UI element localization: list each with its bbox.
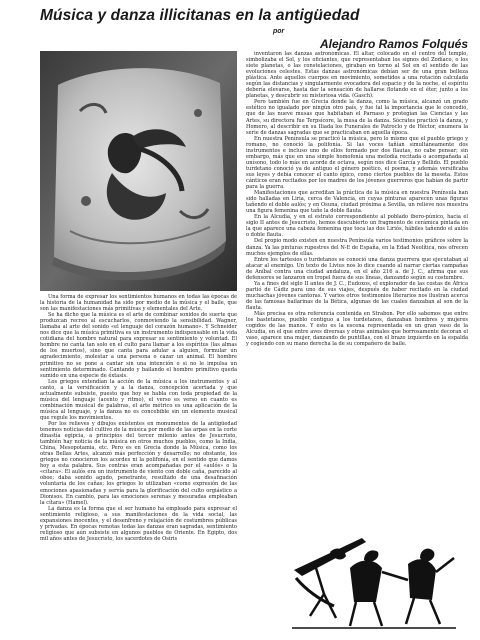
paragraph: Por los relieves y dibujos existentes en monumentos de la antigüedad tenemos noticias del cultivo de la música por medio de las arpas en la corte dinastía egipcia, a principios del tercer milenio antes de Jesucristo, también hay noticia de la música en otros muchos pueblos, como la India, China, Mesopotamia, etc. Pero es en Grecia donde la Música, como los otras Bellas Artes, alcanzó más perfección y desarrollo; no obstante, los griegos no conocieron los acordes ni la polifonía, en el sentido que damos hoy a esta palabra. Sus contras eran acompañadas por el «aulós» o la «cítara». El aulós era un instrumento de viento con doble caña, parecido al oboe; daba sonido agudo, penetrante, resultado de una desafinación voluntaria de los cañas; los griegos lo utilizaban «como expresión de las emociones apasionadas y servía para la glorificación del culto orgiástico a Dionisos. En cambio, para las emociones serenas y mesuradas empleaban la cítara» (Hamel). bbox=[40, 420, 237, 506]
paragraph: Pero también fue en Grecia donde la danza, como la música, alcanzó un grado estético no igualado por ningún otro país, y fue tal la importancia que le concedió, que de las nueve musas que habitaban el Parnaso y protegían las Ciencias y las Artes, su directora fue Terpsícore, la musa de la danza. Sócrates practicó la danza, y Homero, al describir en su Iliada los Funerales de Patroclo y de Héctor, enumera la serie de danzas sagradas que se practicaban en aquella época. bbox=[246, 99, 468, 136]
paragraph: Del propio modo existen en nuestra Península varios testimonios gráficos sobre la danza. Ya las pinturas rupestres del N-E de España, en la Edad Neolítica, nos ofrecen muchos ejemplos de ellas. bbox=[246, 238, 468, 257]
left-column-text bbox=[40, 294, 237, 638]
paragraph: Manifestaciones que acreditan la práctica de la música en nuestra Península han sido halladas en Liria, cerca de Valencia, en cuyas pinturas aparecen unas figuras tañendo el doble aulós; y en Osuna, ciudad próxima a Sevilla, un relieve nos muestra una figura femenina que tañe la doble flauta. bbox=[246, 190, 468, 215]
paragraph: En nuestra Península se practicó la música, pero lo mismo que el pueblo griego y romano, no conoció la polifonía. Si las voces tañían simultáneamente dos instrumentos e incluso uno de ellos formado por dos flautas, no cabe pensar; sin embargo, más que en una simple homofonía una melodía recitada o acompañada al unísono, todo lo más en acorde de octava, según nos dice García y Bellido. El pueblo turdetano conoció ya de antiguo el género poético, el poema, y además versificaba sus leyes y debía conocer el canto épico, como ciertos pueblos de la meseta. Estos cánticos eran recitados por los madres de los jóvenes guerreros que habían de partir para la guerra. bbox=[246, 135, 468, 191]
article-title: Música y danza illicitanas en la antigüedad bbox=[40, 7, 360, 24]
vase-painting-dancers bbox=[290, 528, 458, 630]
paragraph: Los griegos extendían la acción de la música a los instrumentos y al canto, a la versificación y a la danza, concepción acertada y que actualmente subsiste, puesto que hoy se habla con toda propiedad de la música del lenguaje (acento y ritmo), el verso es verso en cuanto es combinación musical de palabras, el arte métrico es una aplicación de la música al lenguaje, y la danza no es concebible sin un elemento musical que regule los movimientos. bbox=[40, 378, 237, 421]
paragraph: Se ha dicho que la música es el arte de combinar sonidos de suerte que produzcan recreo al escucharlos, conmoviendo la sensibilidad. Wagner, llamaba al arte del sonido «el lenguaje del corazón humano». Y Schneider nos dice que la música primitiva es un instrumento indispensable en la vida cotidiana del hombre natural para expresar su sentimiento y voluntad. El hombre no canta tan solo en el culto para llamar a los espíritus (las almas de los muertos), sino que canta para adular a alguien, formular un agradecimiento, molestar a una persona o cazar un animal. El hombre primitivo no se pone a cantar sin una intención o si no le impulsa un sentimiento determinado. Cantando y bailando el hombre primitivo queda sumido en una especie de éxtasis. bbox=[40, 312, 237, 379]
paragraph: Más precisa es otra referencia contenida en Strabon. Por ello sabemos que entre los bastetanos, pueblo contiguo a los turdetanos, danzaban hombres y mujeres cogidos de las manos. Y esto es la escena representada en un gran vaso de la Alcudia, en el que entre aves diversas y otras animales que borrosamente decoran el vaso, aparece una mujer, danzando de puntillas, con el brazo izquierdo en la espalda y cogiendo con su mano derecha la de su compañero de baile. bbox=[246, 311, 468, 348]
right-column-text bbox=[246, 51, 468, 527]
byline-label: por bbox=[273, 28, 285, 35]
paragraph: inventaron las danzas astronómicas. El altar, colocado en el centro del templo, simbolizaba el Sol, y los oficiantes, que representaban los signos del Zodíaco, o los siete planetas, o las constelaciones, giraban en torno al Sol en el sentido de las evoluciones celestes. Estas danzas astronómicas debían ser de una gran belleza plástica. Ante aquellos cuerpos en movimiento, sometidos a una rotación calculada según las distancias y singularmente evocadora del espacio y de la noche, el espíritu debería elevarse, hasta dar la sensación de hallarse flotando en el éter, junto a los planetas, y descubrir su misteriosa vida. (Gasch). bbox=[246, 51, 468, 100]
paragraph: En la Alcudia, y en el estrato correspondiente al poblado ibero-púnico, hacia el siglo II antes de Jesucristo, hemos descubierto un fragmento de cerámica pintada en la que aparece una cabeza femenina que toca las dos Liriós, hábiles tañendo el aulós o doble flauta. bbox=[246, 214, 468, 239]
vase-fragment-photograph bbox=[40, 51, 237, 291]
paragraph: Ya a fines del siglo II antes de J. C., Eudoxos, el explorador de las costas de África partió de Cádiz para uno de sus viajes, después de haber recitado en la ciudad muchachas jóvenes cantoras. Y varios otros testimonios literarios nos ilustran acerca de las famosas bailarinas de la Bética, algunas de las cuales danzaban al son de la flauta. bbox=[246, 280, 468, 311]
paragraph: La danza es la forma que el ser humano ha empleado para expresar el sentimiento religioso, a sus manifestaciones de la vida social, las expansiones inocentes, y el desenfreno y relajación de costumbres públicas y privadas. En épocas remotas todas las danzas eran sagradas, sentimiento religioso que aún subsiste en algunos pueblos de Oriente. En Egipto, dos mil años antes de Jesucristo, los sacerdotes de Osiris bbox=[40, 505, 237, 542]
paragraph: Una forma de expresar los sentimientos humanos en todas las épocas de la historia de la humanidad ha sido por medio de la música y el baile, que son las manifestaciones más primitivas y elementales del Arte. bbox=[40, 294, 237, 313]
paragraph: Entre los tartesios o turdetanos se conoció una danza guerrera que ejecutaban al atacar al enemigo. Un texto de Livius nos lo dice cuando al narrar ciertas campañas de Aníbal contra una ciudad andaluza, en el año 216 a. de J. C., afirma que sus defensores se lanzaron en tropel fuera de sus líneas, danzando según su costumbre. bbox=[246, 256, 468, 281]
author-name: Alejandro Ramos Folqués bbox=[319, 37, 468, 51]
